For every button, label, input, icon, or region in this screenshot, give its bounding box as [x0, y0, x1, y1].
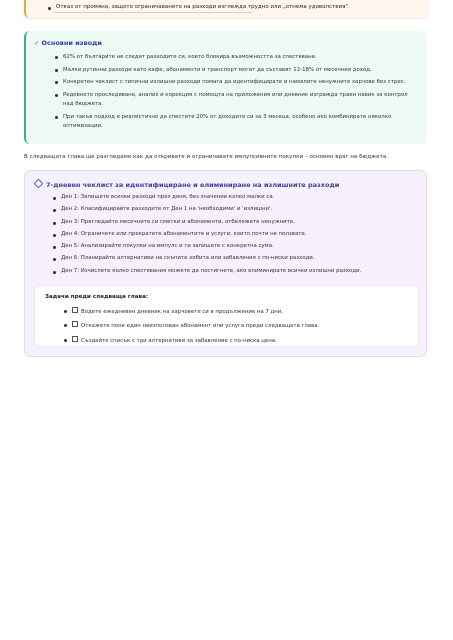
list-item: Ден 5: Анализирайте покупки на импулс и ги запишете с конкретна сума. [61, 243, 417, 250]
checklist-heading [35, 180, 339, 189]
key-takeaways-title: Основни изводи [41, 39, 102, 47]
list-item: Конкретен чеклист с типични излишни разходи помага да идентифицирате и намалите ненужните харчове без стрес. [63, 78, 419, 88]
list-item: Ден 4: Ограничете или прекратете абонаментите и услуги, които почти не ползвате. [61, 231, 417, 238]
checklist-title: 7-дневен чеклист за идентифициране и елиминиране на излишните разходи [46, 181, 340, 189]
checklist-card [24, 170, 427, 357]
checkbox-icon[interactable] [72, 307, 78, 313]
tasks-box [34, 285, 419, 347]
warning-divider [54, 12, 252, 13]
list-item: Ден 7: Изчислете колко спестявания можете да постигнете, ако елиминирате всички излишни разходи. [61, 268, 417, 275]
task-label: Водете ежедневен дневник на харчовете си в продължение на 7 дни. [81, 309, 284, 315]
check-icon: ✓ [34, 39, 40, 47]
key-takeaways-card [24, 31, 427, 144]
task-item [72, 307, 402, 316]
task-label: Създайте списък с три алтернативи за забавление с по-ниска цена. [81, 337, 277, 344]
tasks-title: Задачи преди следваща глава: [45, 294, 149, 300]
list-item: Ден 3: Прегледайте месечните си сметки и абонаменти, отбележете ненужните. [61, 219, 417, 226]
list-item: Ден 2: Класифицирайте разходите от Ден 1 на 'необходими' и 'излишни'. [61, 206, 417, 213]
list-item: Редовното проследяване, анализ и корекция с помощта на приложения или дневник изгражда траен навик за контрол над бюджета. [63, 91, 419, 110]
list-item: Малки рутинни разходи като кафе, абонаменти и транспорт могат да съставят 12-18% от месечния доход. [63, 66, 419, 76]
checklist-list [61, 194, 417, 280]
tasks-list [72, 307, 402, 350]
task-item [72, 321, 402, 330]
list-item: 62% от българите не следят разходите си, което блокира възможността за спестяване. [63, 53, 419, 63]
warning-card [24, 0, 429, 18]
key-takeaways-heading [34, 39, 102, 47]
list-item: Ден 6: Планирайте алтернативи на скъпите хобита или забавления с по-ниски разходи. [61, 255, 417, 262]
task-item [72, 336, 402, 345]
checkbox-icon[interactable] [72, 321, 78, 327]
warning-list [56, 4, 350, 11]
warning-item: Отказ от промяна, защото ограничаването на разходи изглежда трудно или „отнема удоволствия". [56, 4, 350, 10]
checkbox-icon[interactable] [72, 336, 78, 342]
task-label: Откажете поне един неизползван абонамент или услуга преди следващата глава. [81, 323, 320, 330]
list-item: При такъв подход е реалистично да спестите 20% от доходите си за 3 месеца, особено ако комбинирате няколко оптимизации. [63, 113, 419, 132]
tag-icon [34, 179, 44, 189]
next-chapter-paragraph: В следващата глава ще разгледаме как да откривате и ограничавате импулсивните покупки – основен враг на бюджета. [24, 154, 389, 160]
list-item: Ден 1: Запишете всички разходи през деня, без значение колко малки са. [61, 194, 417, 201]
key-takeaways-list [63, 53, 419, 135]
